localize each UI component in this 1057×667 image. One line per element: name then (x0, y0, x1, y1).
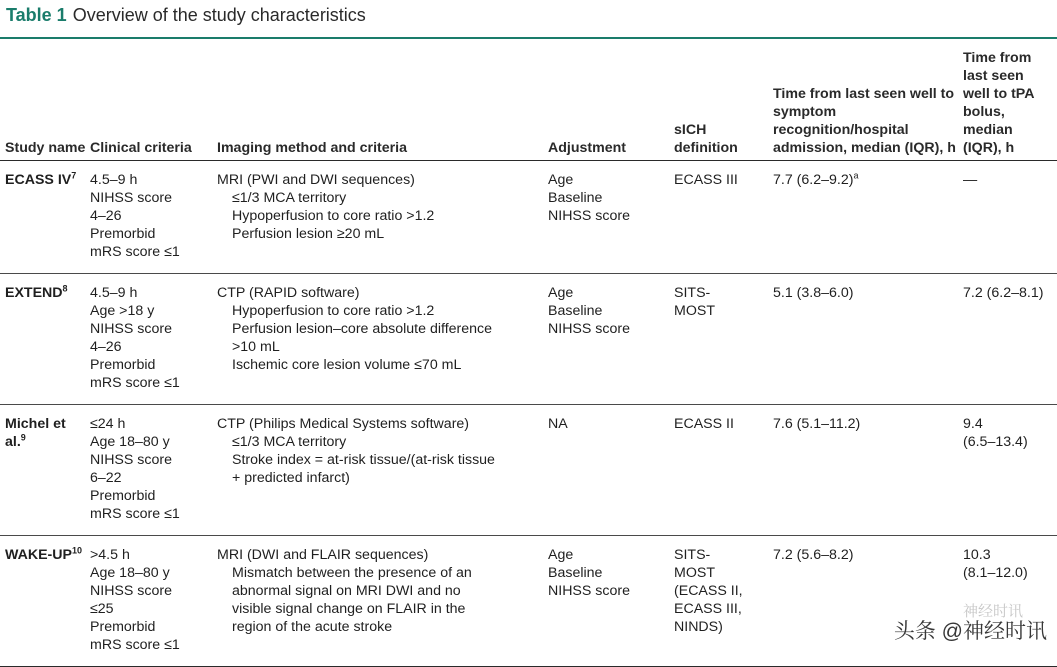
cell-sich-definition (674, 274, 773, 405)
table-row (0, 405, 1057, 536)
time-tpa-line: — (963, 172, 978, 188)
adjustment-line: Baseline (548, 565, 603, 581)
time-recognition-value: 5.1 (3.8–6.0) (773, 285, 854, 301)
sich-line: NINDS) (674, 619, 723, 635)
header-time-recognition: Time from last seen well to symptom recognition/hospital admission, median (IQR), h (773, 40, 963, 161)
clinical-criteria-line: NIHSS score (90, 452, 172, 468)
cell-imaging (217, 274, 548, 405)
cell-study-name (0, 274, 90, 405)
cell-imaging (217, 405, 548, 536)
adjustment-line: NIHSS score (548, 583, 630, 599)
table-row (0, 161, 1057, 274)
study-reference: 10 (72, 545, 83, 556)
cell-study-name (0, 405, 90, 536)
header-row (0, 40, 1057, 161)
cell-time-recognition (773, 161, 963, 274)
imaging-criterion: >10 mL (232, 339, 280, 355)
adjustment-line: NIHSS score (548, 208, 630, 224)
sich-line: ECASS III (674, 172, 738, 188)
cell-adjustment (548, 161, 674, 274)
clinical-criteria-line: ≤25 (90, 601, 114, 617)
table-label: Table 1 (6, 5, 67, 25)
sich-line: MOST (674, 565, 715, 581)
sich-line: SITS- (674, 285, 711, 301)
header-adjustment: Adjustment (548, 40, 674, 161)
clinical-criteria-line: Premorbid (90, 357, 156, 373)
imaging-criterion: Hypoperfusion to core ratio >1.2 (232, 303, 435, 319)
cell-time-tpa (963, 161, 1057, 274)
sich-line: ECASS III, (674, 601, 742, 617)
imaging-criterion: Ischemic core lesion volume ≤70 mL (232, 357, 462, 373)
cell-clinical-criteria (90, 274, 217, 405)
header-imaging: Imaging method and criteria (217, 40, 548, 161)
study-name: EXTEND (5, 285, 63, 301)
clinical-criteria-line: mRS score ≤1 (90, 637, 180, 653)
imaging-method: MRI (DWI and FLAIR sequences) (217, 547, 429, 563)
clinical-criteria-line: Premorbid (90, 488, 156, 504)
time-recognition-value: 7.2 (5.6–8.2) (773, 547, 854, 563)
adjustment-line: NA (548, 416, 568, 432)
adjustment-line: Baseline (548, 303, 603, 319)
table-caption: Overview of the study characteristics (72, 5, 366, 25)
header-sich-definition: sICH definition (674, 40, 773, 161)
cell-study-name (0, 161, 90, 274)
clinical-criteria-line: ≤24 h (90, 416, 126, 432)
sich-line: (ECASS II, (674, 583, 743, 599)
cell-sich-definition (674, 161, 773, 274)
time-recognition-value: 7.7 (6.2–9.2) (773, 172, 854, 188)
clinical-criteria-line: Age 18–80 y (90, 565, 170, 581)
cell-time-tpa (963, 274, 1057, 405)
adjustment-line: NIHSS score (548, 321, 630, 337)
top-rule (0, 37, 1057, 39)
cell-imaging (217, 161, 548, 274)
time-tpa-line: (8.1–12.0) (963, 565, 1028, 581)
footnote-marker: a (853, 170, 859, 181)
cell-time-recognition (773, 274, 963, 405)
imaging-criterion: Hypoperfusion to core ratio >1.2 (232, 208, 435, 224)
watermark: 头条 @神经时讯 (893, 620, 1047, 643)
imaging-criterion: Stroke index = at-risk tissue/(at-risk tissue (232, 452, 495, 468)
imaging-criterion: Perfusion lesion ≥20 mL (232, 226, 385, 242)
time-tpa-line: 9.4 (963, 416, 983, 432)
imaging-method: MRI (PWI and DWI sequences) (217, 172, 415, 188)
imaging-method: CTP (Philips Medical Systems software) (217, 416, 470, 432)
clinical-criteria-line: Premorbid (90, 619, 156, 635)
cell-clinical-criteria (90, 536, 217, 667)
clinical-criteria-line: 4.5–9 h (90, 172, 138, 188)
imaging-criterion: visible signal change on FLAIR in the (232, 601, 466, 617)
adjustment-line: Baseline (548, 190, 603, 206)
clinical-criteria-line: Age 18–80 y (90, 434, 170, 450)
cell-clinical-criteria (90, 161, 217, 274)
clinical-criteria-line: NIHSS score (90, 583, 172, 599)
cell-time-recognition (773, 405, 963, 536)
imaging-criterion: Mismatch between the presence of an (232, 565, 472, 581)
cell-adjustment (548, 405, 674, 536)
study-reference: 9 (20, 432, 26, 443)
study-reference: 8 (62, 283, 68, 294)
sich-line: ECASS II (674, 416, 734, 432)
study-reference: 7 (71, 170, 77, 181)
clinical-criteria-line: Age >18 y (90, 303, 155, 319)
sich-line: MOST (674, 303, 715, 319)
study-characteristics-table (0, 40, 1057, 667)
header-study-name: Study name (0, 40, 90, 161)
sich-line: SITS- (674, 547, 711, 563)
time-recognition-value: 7.6 (5.1–11.2) (773, 416, 861, 432)
header-clinical-criteria: Clinical criteria (90, 40, 217, 161)
clinical-criteria-line: mRS score ≤1 (90, 506, 180, 522)
imaging-criterion: ≤1/3 MCA territory (232, 190, 347, 206)
clinical-criteria-line: >4.5 h (90, 547, 130, 563)
imaging-criterion: ≤1/3 MCA territory (232, 434, 347, 450)
header-time-tpa: Time from last seen well to tPA bolus, median (IQR), h (963, 40, 1057, 161)
clinical-criteria-line: 6–22 (90, 470, 122, 486)
cell-sich-definition (674, 405, 773, 536)
clinical-criteria-line: NIHSS score (90, 321, 172, 337)
cell-time-tpa (963, 405, 1057, 536)
imaging-criterion: + predicted infarct) (232, 470, 350, 486)
time-tpa-line: 7.2 (6.2–8.1) (963, 285, 1044, 301)
clinical-criteria-line: 4–26 (90, 339, 122, 355)
clinical-criteria-line: mRS score ≤1 (90, 375, 180, 391)
clinical-criteria-line: mRS score ≤1 (90, 244, 180, 260)
imaging-criterion: region of the acute stroke (232, 619, 393, 635)
cell-imaging (217, 536, 548, 667)
study-name: Michel et al. (5, 416, 66, 450)
cell-adjustment (548, 536, 674, 667)
imaging-criterion: Perfusion lesion–core absolute difference (232, 321, 493, 337)
clinical-criteria-line: Premorbid (90, 226, 156, 242)
time-tpa-line: 10.3 (963, 547, 991, 563)
adjustment-line: Age (548, 547, 574, 563)
time-tpa-line: (6.5–13.4) (963, 434, 1028, 450)
watermark-faint: 神经时讯 (962, 603, 1023, 620)
imaging-method: CTP (RAPID software) (217, 285, 360, 301)
table-row (0, 536, 1057, 667)
table-row (0, 274, 1057, 405)
clinical-criteria-line: NIHSS score (90, 190, 172, 206)
cell-time-recognition (773, 536, 963, 667)
clinical-criteria-line: 4–26 (90, 208, 122, 224)
cell-sich-definition (674, 536, 773, 667)
adjustment-line: Age (548, 172, 574, 188)
cell-adjustment (548, 274, 674, 405)
study-name: WAKE-UP (5, 547, 72, 563)
adjustment-line: Age (548, 285, 574, 301)
imaging-criterion: abnormal signal on MRI DWI and no (232, 583, 461, 599)
study-name: ECASS IV (5, 172, 72, 188)
cell-study-name (0, 536, 90, 667)
cell-clinical-criteria (90, 405, 217, 536)
table-title (6, 4, 366, 26)
clinical-criteria-line: 4.5–9 h (90, 285, 138, 301)
